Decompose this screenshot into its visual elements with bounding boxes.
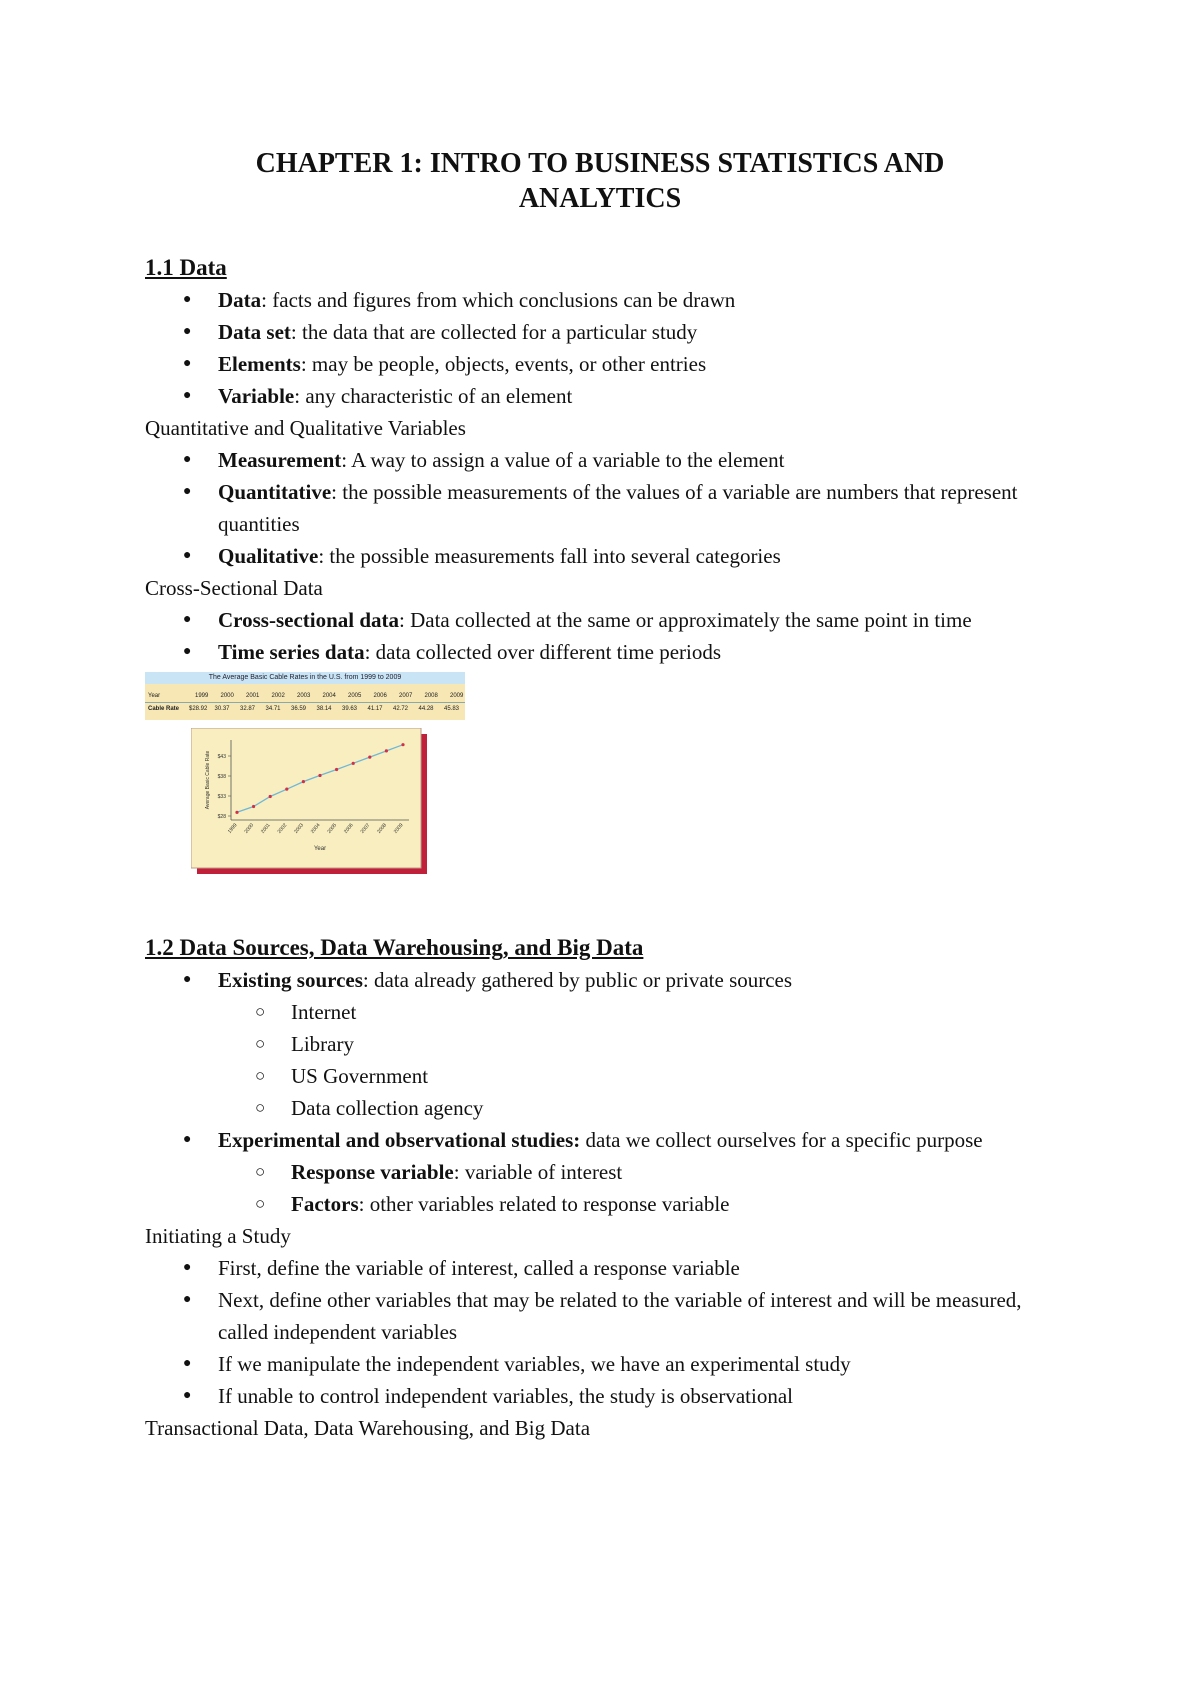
subheading-initiating-study: Initiating a Study	[145, 1224, 291, 1248]
definition: : Data collected at the same or approximately the same point in time	[399, 608, 972, 632]
term: Time series data	[218, 640, 365, 664]
sub-list-item: ○ Data collection agency	[218, 1092, 1075, 1124]
data-point	[269, 795, 272, 798]
table-cell-year: 2005	[348, 693, 362, 699]
table-cell-rate: 44.28	[418, 706, 434, 712]
x-tick-label: 2001	[259, 822, 272, 835]
x-tick-label: 2009	[392, 822, 405, 835]
list-item	[145, 284, 1075, 316]
data-definitions-list	[145, 284, 1075, 412]
definition: : facts and figures from which conclusions can be drawn	[261, 288, 736, 312]
initiating-study-list	[145, 1252, 1075, 1412]
term: Existing sources	[218, 968, 363, 992]
subheading-transactional-data: Transactional Data, Data Warehousing, and Big Data	[145, 1416, 591, 1440]
definition: : may be people, objects, events, or other entries	[300, 352, 707, 376]
x-tick-label: 2004	[309, 822, 322, 835]
list-item: ● If we manipulate the independent variables, we have an experimental study	[145, 1348, 1075, 1380]
table-cell-year: 2004	[322, 693, 336, 699]
y-axis-title: Average Basic Cable Rate	[205, 750, 211, 810]
sub-list-item	[218, 1188, 1075, 1220]
table-cell-year: 2002	[271, 693, 285, 699]
table-row-rates	[145, 703, 465, 715]
study-terms-sublist	[218, 1156, 1075, 1220]
x-tick-label: 1999	[226, 822, 239, 835]
definition: : data already gathered by public or private sources	[362, 968, 793, 992]
data-sources-list	[145, 964, 1075, 1220]
sub-list-item: ○ Internet	[218, 996, 1075, 1028]
list-item	[145, 964, 1075, 1124]
chapter-title	[200, 146, 1000, 216]
y-tick-label: $38	[217, 774, 226, 780]
list-item: ● If unable to control independent variables, the study is observational	[145, 1380, 1075, 1412]
list-item	[145, 604, 1075, 636]
section-heading-1-2: 1.2 Data Sources, Data Warehousing, and Big Data	[145, 935, 644, 960]
document-body	[145, 252, 1075, 1444]
y-tick-label: $43	[217, 754, 226, 760]
list-item	[145, 540, 1075, 572]
section-heading-1-1: 1.1 Data	[145, 255, 227, 280]
term: Cross-sectional data	[218, 608, 400, 632]
existing-sources-sublist	[218, 996, 1075, 1124]
definition: : data collected over different time periods	[364, 640, 722, 664]
list-item	[145, 348, 1075, 380]
table-cell-year: 2001	[246, 693, 260, 699]
definition: : the possible measurements fall into several categories	[318, 544, 781, 568]
table-cell-year: 2000	[220, 693, 234, 699]
data-point	[302, 780, 305, 783]
list-item	[145, 476, 1075, 540]
table-row-years	[145, 690, 465, 702]
chapter-title-line-2: ANALYTICS	[518, 183, 682, 214]
definition: : any characteristic of an element	[294, 384, 573, 408]
table-cell-rate: 45.83	[444, 706, 460, 712]
table-cell-rate: 38.14	[316, 706, 332, 712]
term: Data set	[218, 320, 291, 344]
subheading-cross-sectional: Cross-Sectional Data	[145, 576, 323, 600]
table-cell-rate: 41.17	[367, 706, 383, 712]
data-point	[252, 805, 255, 808]
term: Measurement	[218, 448, 342, 472]
term: Response variable	[291, 1160, 454, 1184]
table-cell-year: 2009	[450, 693, 464, 699]
x-axis-title: Year	[313, 846, 327, 852]
term: Data	[218, 288, 262, 312]
table-cell-rate: 34.71	[265, 706, 281, 712]
list-item: ● Next, define other variables that may be related to the variable of interest and will be measured, called independent variables	[145, 1284, 1075, 1348]
data-point	[385, 749, 388, 752]
term: Experimental and observational studies:	[218, 1128, 581, 1152]
term: Factors	[291, 1192, 359, 1216]
chapter-title-line-1: CHAPTER 1: INTRO TO BUSINESS STATISTICS AND	[255, 148, 945, 179]
x-tick-label: 2002	[276, 822, 289, 835]
term: Elements	[218, 352, 301, 376]
table-cell-rate: 36.59	[291, 706, 307, 712]
table-cell-rate: 32.87	[240, 706, 256, 712]
data-point	[235, 811, 238, 814]
x-tick-label: 2003	[293, 822, 305, 835]
row-label: Cable Rate	[148, 706, 180, 712]
list-item: ● First, define the variable of interest, called a response variable	[145, 1252, 1075, 1284]
x-tick-label: 2007	[359, 822, 372, 835]
sub-list-item: ○ US Government	[218, 1060, 1075, 1092]
definition: : A way to assign a value of a variable to the element	[341, 448, 785, 472]
sub-list-item	[218, 1156, 1075, 1188]
term: Quantitative	[218, 480, 332, 504]
definition: : the possible measurements of the values of a variable are numbers that represent quantities	[218, 480, 1018, 536]
data-point	[335, 768, 338, 771]
term: Variable	[218, 384, 295, 408]
list-item	[145, 380, 1075, 412]
x-tick-label: 2000	[243, 822, 256, 835]
definition: : the data that are collected for a particular study	[290, 320, 698, 344]
x-tick-label: 2008	[376, 822, 388, 835]
table-cell-rate: 30.37	[214, 706, 230, 712]
list-item	[145, 1124, 1075, 1220]
table-title: The Average Basic Cable Rates in the U.S. from 1999 to 2009	[145, 672, 465, 684]
list-item	[145, 636, 1075, 668]
data-point	[368, 756, 371, 759]
table-cell-rate: $28.92	[189, 706, 208, 712]
cable-rates-line-chart	[191, 728, 427, 874]
table-cell-year: 1999	[195, 693, 209, 699]
table-cell-year: 2003	[297, 693, 311, 699]
subheading-quant-qual: Quantitative and Qualitative Variables	[145, 416, 466, 440]
data-kinds-list	[145, 604, 1075, 668]
table-cell-year: 2008	[424, 693, 438, 699]
x-tick-label: 2006	[342, 822, 355, 835]
variable-types-list	[145, 444, 1075, 572]
table-cell-year: 2006	[373, 693, 387, 699]
y-tick-label: $28	[217, 814, 226, 820]
cable-rates-table	[145, 672, 465, 720]
term: Qualitative	[218, 544, 319, 568]
table-cell-year: 2007	[399, 693, 413, 699]
data-point	[285, 788, 288, 791]
table-cell-rate: 39.63	[342, 706, 358, 712]
table-cell-rate: 42.72	[393, 706, 409, 712]
sub-list-item: ○ Library	[218, 1028, 1075, 1060]
cable-rates-figure	[145, 672, 475, 874]
list-item	[145, 444, 1075, 476]
data-point	[352, 762, 355, 765]
x-tick-label: 2005	[326, 822, 339, 835]
list-item	[145, 316, 1075, 348]
row-label: Year	[148, 693, 161, 699]
definition: : other variables related to response variable	[358, 1192, 730, 1216]
data-point	[318, 774, 321, 777]
data-point	[401, 743, 404, 746]
definition: : variable of interest	[453, 1160, 623, 1184]
y-tick-label: $33	[217, 794, 226, 800]
definition: data we collect ourselves for a specific purpose	[580, 1128, 983, 1152]
